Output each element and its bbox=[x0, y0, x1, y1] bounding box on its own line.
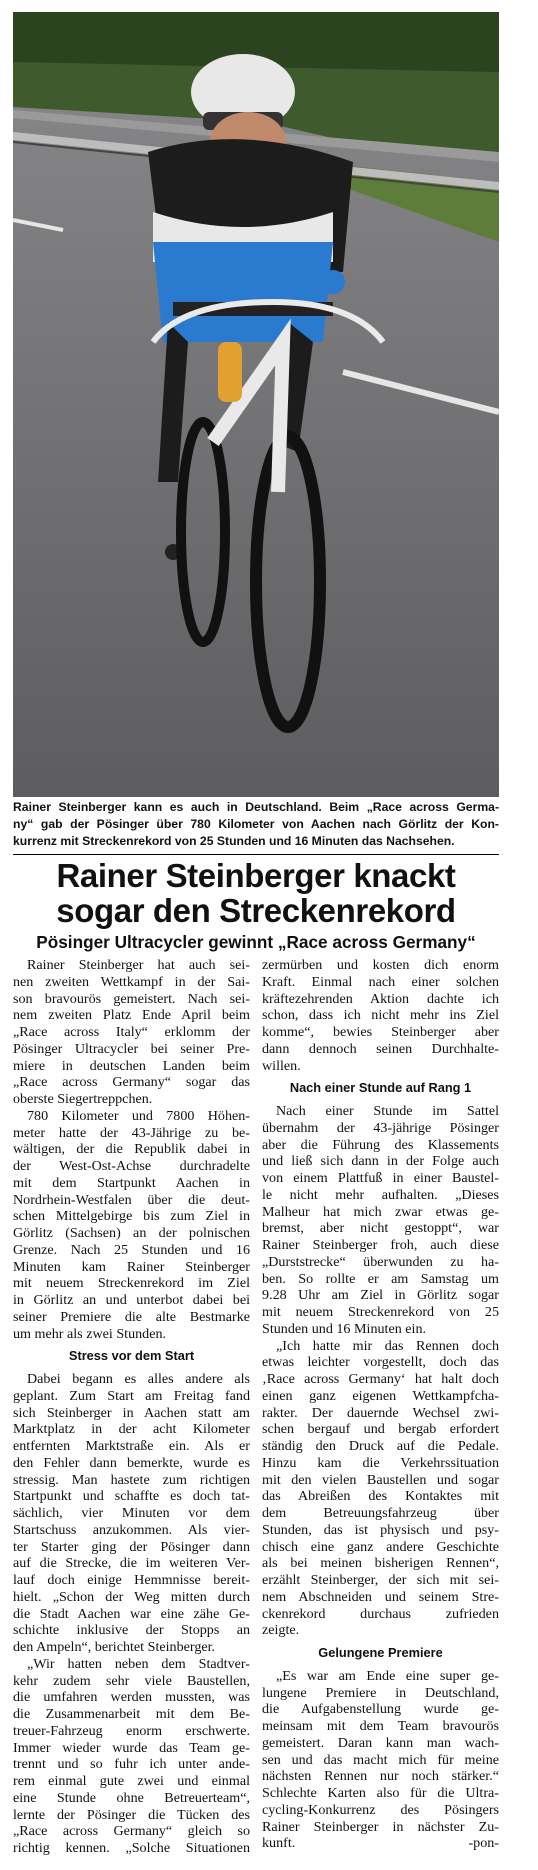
text-line: schichte inklusive der Stopps an bbox=[13, 1622, 250, 1639]
text-line: kräftezehrenden Aktion dachte ich bbox=[262, 990, 499, 1007]
author-line: kunft. -pon- bbox=[262, 1835, 499, 1852]
text-line: eine Stunde ohne Betreuerteam“, bbox=[13, 1789, 250, 1806]
paragraph bbox=[262, 1338, 499, 1640]
text-line: hielt. „Schon der Weg mitten durch bbox=[13, 1588, 250, 1605]
text-line: trennt und so fuhr ich unter ande- bbox=[13, 1756, 250, 1773]
text-line: „Wir hatten neben dem Stadtver- bbox=[27, 1655, 250, 1672]
text-line: rakter. Der dauernde Wechsel zwi- bbox=[262, 1404, 499, 1421]
text-line: schen bergauf und bergab erfordert bbox=[262, 1421, 499, 1438]
text-line: dann dennoch seinen Durchhalte- bbox=[262, 1040, 499, 1057]
text-line: etwas leichter vorgestellt, doch das bbox=[262, 1354, 499, 1371]
text-line: ständig den Druck auf die Pedale. bbox=[262, 1438, 499, 1454]
text-line: Nach einer Stunde im Sattel bbox=[276, 1103, 499, 1119]
text-line: „Race across Germany“ gleich so bbox=[13, 1823, 250, 1840]
headline: Rainer Steinberger knackt sogar den Streckenrekord bbox=[56, 857, 456, 929]
text-line: als bei meinen bisherigen Rennen“, bbox=[262, 1555, 499, 1572]
text-line: einen ganz eigenen Wettkampfcha- bbox=[262, 1387, 499, 1404]
text-line: auf die Strecke, die im weiteren Ver- bbox=[13, 1555, 250, 1572]
text-line: 780 Kilometer und 7800 Höhen- bbox=[27, 1107, 250, 1124]
text-line: mit neuem Streckenrekord im Ziel bbox=[13, 1275, 250, 1292]
text-line: nen zweiten Wettkampf in der Sai- bbox=[13, 973, 250, 990]
text-line: geplant. Zum Start am Freitag fand bbox=[13, 1387, 250, 1404]
photo-caption: Rainer Steinberger kann es auch in Deutschland. Beim „Race across Germa- ny“ gab der Pösinger über 780 Kilometer von Aachen nach Görlitz der Kon- kurrenz mit Streckenrekord von 25 Stunden und 16 Minuten das Nachsehen. bbox=[13, 800, 499, 848]
paragraph bbox=[13, 1371, 250, 1656]
text-line: Hinzu kam die Verkehrssituation bbox=[262, 1454, 499, 1471]
text-line: Rainer Steinberger hat auch sei- bbox=[27, 957, 250, 973]
text-line: schon, dass ich nicht mehr ins Ziel bbox=[262, 1007, 499, 1024]
text-line: Rainer Steinberger froh, auch diese bbox=[262, 1237, 499, 1253]
text-line: rem einmal gute zwei und einmal bbox=[13, 1773, 250, 1789]
text-line: oberste Siegertreppchen. bbox=[13, 1091, 153, 1107]
text-line: in Görlitz an und unterbot dabei bei bbox=[13, 1292, 250, 1308]
paragraph bbox=[262, 1103, 499, 1338]
text-line: Startpunkt und schaffte es doch tat- bbox=[13, 1488, 250, 1505]
text-line: sächlich, vier Minuten vor dem bbox=[13, 1505, 250, 1521]
text-line: den Ampeln“, berichtet Steinberger. bbox=[13, 1639, 216, 1655]
text-line: mit den vielen Baustellen und sogar bbox=[262, 1471, 499, 1488]
subheadline: Pösinger Ultracycler gewinnt „Race across Germany“ bbox=[36, 932, 476, 952]
text-line: Rainer Steinberger in nächster Zu- bbox=[262, 1818, 499, 1835]
paragraph bbox=[262, 957, 499, 1074]
text-line: die Stadt Aachen war eine zähe Ge- bbox=[13, 1605, 250, 1622]
text-line: Startschuss anzukommen. Als vier- bbox=[13, 1521, 250, 1538]
text-line: 9.28 Uhr am Ziel in Görlitz sogar bbox=[262, 1287, 499, 1304]
text-line: kehr zudem sehr viele Baustellen, bbox=[13, 1672, 250, 1689]
text-line: die umfahren werden mussten, was bbox=[13, 1689, 250, 1706]
article-column-left bbox=[13, 957, 250, 1857]
section-heading: Stress vor dem Start bbox=[68, 1348, 195, 1364]
text-line: entfernten Marktstraße ein. Als er bbox=[13, 1438, 250, 1454]
text-line: der West-Ost-Achse durchradelte bbox=[13, 1158, 250, 1174]
section-heading: Nach einer Stunde auf Rang 1 bbox=[289, 1080, 472, 1096]
text-line: „Es war am Ende eine super ge- bbox=[276, 1667, 499, 1684]
text-line: Kraft. Einmal nach einer solchen bbox=[262, 973, 499, 990]
text-line: „Race across Germany“ sogar das bbox=[13, 1074, 250, 1091]
text-line: nem zweiten Platz Ende April beim bbox=[13, 1007, 250, 1024]
text-line: erzählt Steinberger, der sich mit sei- bbox=[262, 1572, 499, 1588]
article-column-right bbox=[262, 957, 499, 1852]
cyclist-photo bbox=[13, 12, 499, 797]
text-line: mit dem Startpunkt Aachen in bbox=[13, 1174, 250, 1191]
text-line: meinsam mit dem Team bravourös bbox=[262, 1718, 499, 1734]
text-line: „Ich hatte mir das Rennen doch bbox=[276, 1337, 499, 1354]
text-line: Stunden, das ist physisch und psy- bbox=[262, 1521, 499, 1538]
text-line: nem Abschneiden und seinem Stre- bbox=[262, 1588, 499, 1605]
text-line: Marktplatz in der acht Kilometer bbox=[13, 1421, 250, 1438]
text-line: ben. So rollte er am Samstag um bbox=[262, 1270, 499, 1287]
divider bbox=[13, 854, 499, 855]
paragraph bbox=[13, 957, 250, 1108]
text-line: schen Mittelgebirge bis zum Ziel in bbox=[13, 1208, 250, 1225]
text-line: richtig kennen. „Solche Situationen bbox=[13, 1840, 250, 1856]
text-line: lernte der Pösinger die Tücken des bbox=[13, 1806, 250, 1823]
text-line: sen und das macht mich für meine bbox=[262, 1751, 499, 1768]
text-line: den Fehler dann bemerkte, wurde es bbox=[13, 1454, 250, 1471]
text-line: Görlitz (Sachsen) an der polnischen bbox=[13, 1225, 250, 1241]
text-line: ckenrekord durchaus zufrieden bbox=[262, 1605, 499, 1622]
text-line: cycling-Konkurrenz des Pösingers bbox=[262, 1801, 499, 1818]
text-line: treuer-Fahrzeug enorm erschwerte. bbox=[13, 1722, 250, 1739]
text-line: son bravourös gemeistert. Nach sei- bbox=[13, 990, 250, 1007]
text-line: Pösinger Ultracycler bei seiner Pre- bbox=[13, 1040, 250, 1057]
section-heading: Gelungene Premiere bbox=[318, 1645, 443, 1660]
text-line: „Durststrecke“ überwunden zu ha- bbox=[262, 1253, 499, 1270]
text-line: von einem Plattfuß in einer Baustel- bbox=[262, 1170, 499, 1186]
text-line: um mehr als zwei Stunden. bbox=[13, 1325, 167, 1342]
text-line: zeigte. bbox=[262, 1622, 300, 1639]
text-line: seiner Premiere die alte Bestmarke bbox=[13, 1308, 250, 1325]
text-line: Malheur hat mich zwar etwas ge- bbox=[262, 1203, 499, 1220]
text-line: zermürben und kosten dich enorm bbox=[262, 957, 499, 973]
text-line: ‚Race across Germany‘ hat halt doch bbox=[262, 1371, 499, 1387]
paragraph bbox=[13, 1108, 250, 1343]
text-line: chisch eine ganz andere Geschichte bbox=[262, 1538, 499, 1555]
text-line: wältigen, der die Republik dabei in bbox=[13, 1141, 250, 1158]
text-line: nächsten Rennen nur noch stärker.“ bbox=[262, 1768, 499, 1785]
text-line: lauf doch einige Hemmnisse bereit- bbox=[13, 1572, 250, 1588]
text-line: le nicht mehr aufhalten. „Dieses bbox=[262, 1186, 499, 1203]
text-line: gemeistert. Daran kann man wach- bbox=[262, 1734, 499, 1751]
text-line: die Aufgabenstellung wurde ge- bbox=[262, 1701, 499, 1718]
text-line: Stunden und 16 Minuten ein. bbox=[262, 1320, 427, 1337]
text-line: meter hatte der 43-Jährige zu be- bbox=[13, 1124, 250, 1141]
text-line: aber die Führung des Klassements bbox=[262, 1136, 499, 1153]
text-line: Minuten kam Rainer Steinberger bbox=[13, 1258, 250, 1275]
text-line: Nordrhein-Westfalen über die deut- bbox=[13, 1191, 250, 1208]
text-line: Dabei begann es alles andere als bbox=[27, 1371, 250, 1387]
text-line: übernahm der 43-jährige Pösinger bbox=[262, 1119, 499, 1136]
text-line: dem Betreuungsfahrzeug über bbox=[262, 1505, 499, 1521]
author-signature: -pon- bbox=[468, 1835, 499, 1852]
text-line: Schlechte Karten also für die Ultra- bbox=[262, 1785, 499, 1801]
text-line: Grenze. Nach 25 Stunden und 16 bbox=[13, 1241, 250, 1258]
text-line: die Zusammenarbeit mit dem Be- bbox=[13, 1706, 250, 1722]
text-line: komme“, bewies Steinberger aber bbox=[262, 1024, 499, 1040]
text-line: Immer wieder wurde das Team ge- bbox=[13, 1739, 250, 1756]
text-line: miere in deutschen Landen beim bbox=[13, 1057, 250, 1074]
text-line: das Abreißen des Kontaktes mit bbox=[262, 1488, 499, 1505]
text-line: mit neuem Streckenrekord von 25 bbox=[262, 1304, 499, 1320]
text-line: ter Starter ging der Pösinger dann bbox=[13, 1538, 250, 1555]
paragraph bbox=[262, 1668, 499, 1836]
text-line: „Race across Italy“ erklomm der bbox=[13, 1024, 250, 1040]
text-line: bremst, aber nicht gestoppt“, war bbox=[262, 1220, 499, 1237]
text-line: willen. bbox=[262, 1057, 301, 1074]
text-line: stressig. Man hastete zum richtigen bbox=[13, 1471, 250, 1488]
paragraph bbox=[13, 1656, 250, 1857]
text-line: sich Steinberger in Aachen statt am bbox=[13, 1404, 250, 1421]
text-line: und ließ sich dann in der Folge auch bbox=[262, 1153, 499, 1170]
text-line: lungene Premiere in Deutschland, bbox=[262, 1684, 499, 1701]
